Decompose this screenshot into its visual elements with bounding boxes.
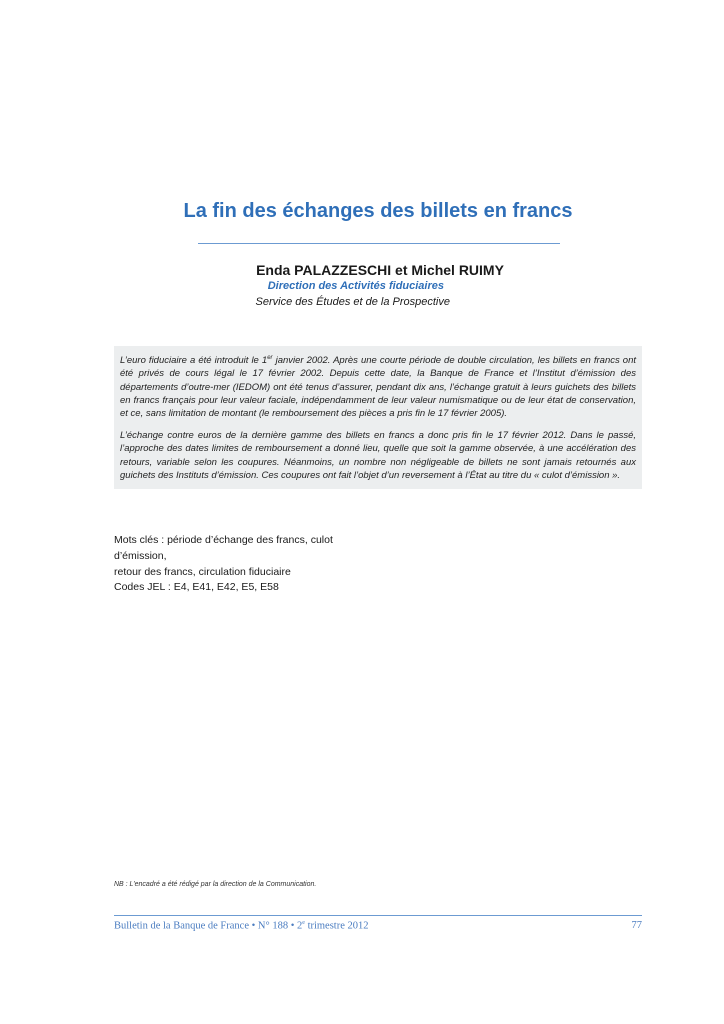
abstract-p1-start: L’euro fiduciaire a été introduit le 1 — [120, 355, 268, 367]
keywords-line-2: retour des francs, circulation fiduciaire — [114, 566, 291, 578]
article-title: La fin des échanges des billets en francs — [183, 200, 573, 222]
footer-publication — [114, 920, 369, 932]
title-divider — [198, 243, 560, 244]
keywords — [114, 532, 374, 580]
service: Service des Études et de la Prospective — [255, 296, 450, 308]
footer-superscript: e — [302, 920, 305, 926]
abstract-p1-rest: janvier 2002. Après une courte période de double circulation, les billets en francs ont été privés de cours légal le 17 février 2002. Depuis cette date, la Banque de France et l’Institut d’émission des départements d’outre-mer (IEDOM) ont été tenus d’assurer, pendant dix ans, l’échange gratuit à leurs guichets des billets en francs français pour leur valeur faciale, indépendamment de leur valeur numismatique ou de leur état de conservation, et ce, sans limitation de montant (le remboursement des pièces a pris fin le 17 février 2005). — [120, 355, 636, 419]
keywords-line-1: Mots clés : période d’échange des francs, culot d’émission, — [114, 534, 333, 562]
ordinal-superscript: er — [267, 355, 273, 361]
editorial-note: NB : L’encadré a été rédigé par la direction de la Communication. — [114, 881, 317, 888]
footer-publication-start: Bulletin de la Banque de France • N° 188 • 2 — [114, 920, 303, 932]
department: Direction des Activités fiduciaires — [267, 280, 444, 292]
authors: Enda PALAZZESCHI et Michel RUIMY — [256, 262, 504, 278]
abstract-box — [114, 346, 642, 489]
page-number: 77 — [631, 920, 642, 931]
footer-divider — [114, 915, 642, 916]
footer-publication-end: trimestre 2012 — [304, 920, 369, 932]
abstract-paragraph-1 — [120, 352, 636, 420]
abstract-paragraph-2: L’échange contre euros de la dernière gamme des billets en francs a donc pris fin le 17 février 2012. Dans le passé, l’approche des dates limites de remboursement a donné lieu, quelle que soit la gamme observée, à une accélération des retours, variable selon les coupures. Néanmoins, un nombre non négligeable de billets ne sont jamais retournés aux guichets des Instituts d’émission. Ces coupures ont fait l’objet d’un reversement à l’État au titre du « culot d’émission ». — [120, 430, 636, 481]
jel-codes: Codes JEL : E4, E41, E42, E5, E58 — [114, 581, 279, 593]
